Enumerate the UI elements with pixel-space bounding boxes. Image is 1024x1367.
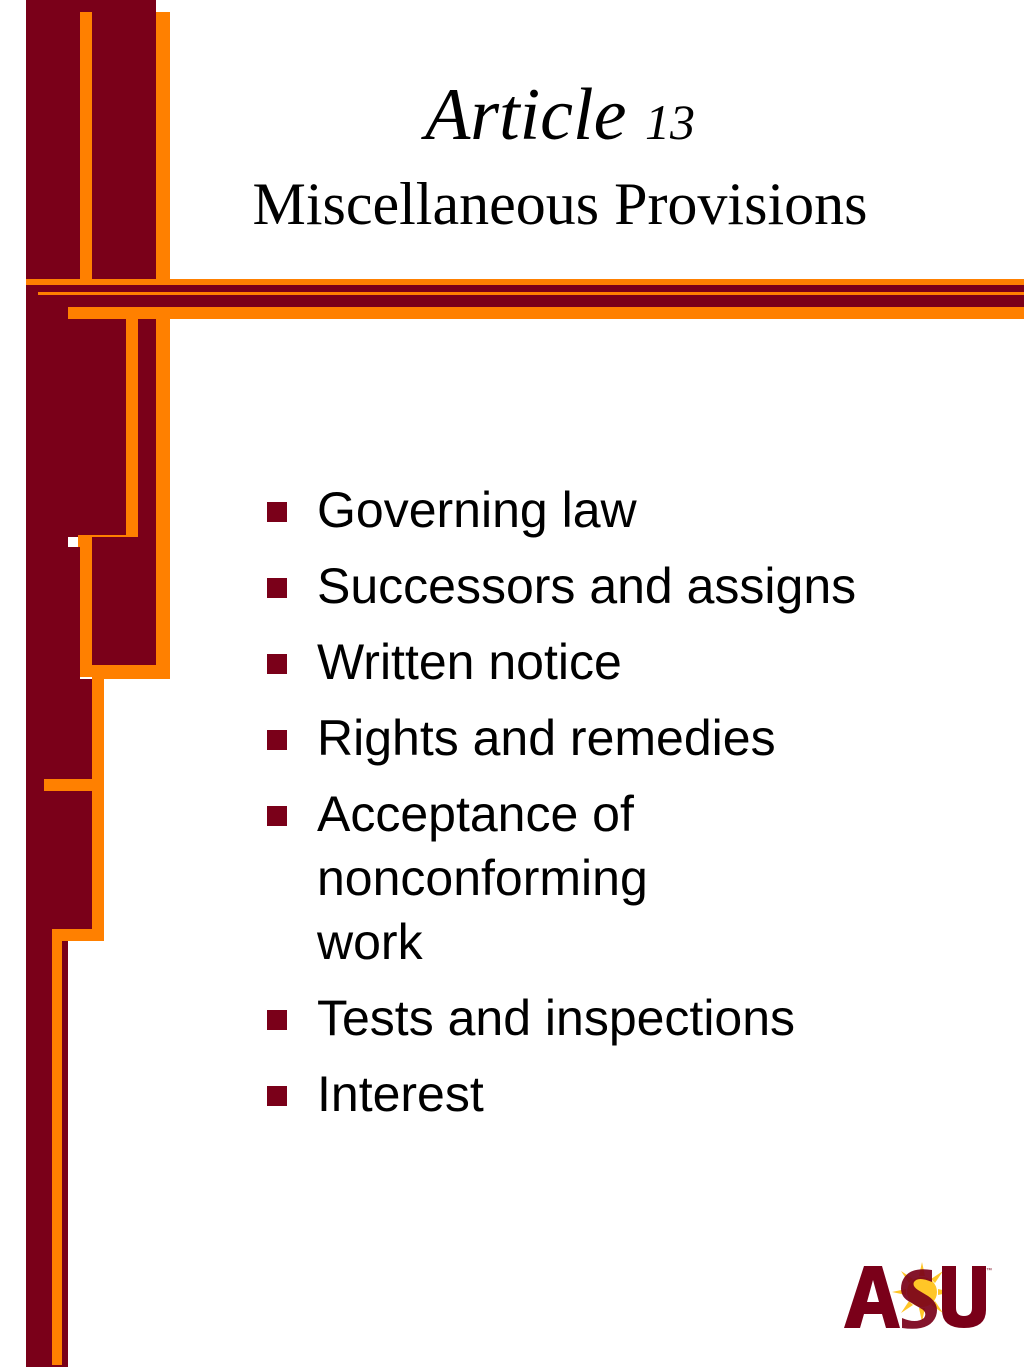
bullet-square-icon [267,806,287,826]
list-item [265,782,737,974]
bullet-text: Governing law [317,482,637,538]
asu-logo [842,1262,992,1330]
bullet-text: Tests and inspections [317,990,796,1046]
title-heading [200,70,920,167]
bullet-square-icon [267,1010,287,1030]
bullet-text: Successors and assigns [317,558,857,614]
list-item [265,986,985,1050]
bullet-square-icon [267,730,287,750]
bullet-text: Written notice [317,634,622,690]
trademark-symbol: ™ [986,1268,992,1274]
list-item [265,478,985,542]
list-item [265,630,985,694]
bullet-square-icon [267,502,287,522]
list-item [265,554,985,618]
bullet-list [265,478,985,1138]
slide-title [200,70,920,239]
title-subtitle: Miscellaneous Provisions [252,171,868,237]
list-item [265,706,985,770]
list-item [265,1062,985,1126]
title-number: 13 [644,94,695,150]
bullet-text: Rights and remedies [317,710,776,766]
bullet-square-icon [267,654,287,674]
bullet-square-icon [267,578,287,598]
title-word: Article [425,74,627,156]
bullet-text: Interest [317,1066,484,1122]
bullet-text: Acceptance of nonconforming work [317,786,648,970]
bullet-square-icon [267,1086,287,1106]
